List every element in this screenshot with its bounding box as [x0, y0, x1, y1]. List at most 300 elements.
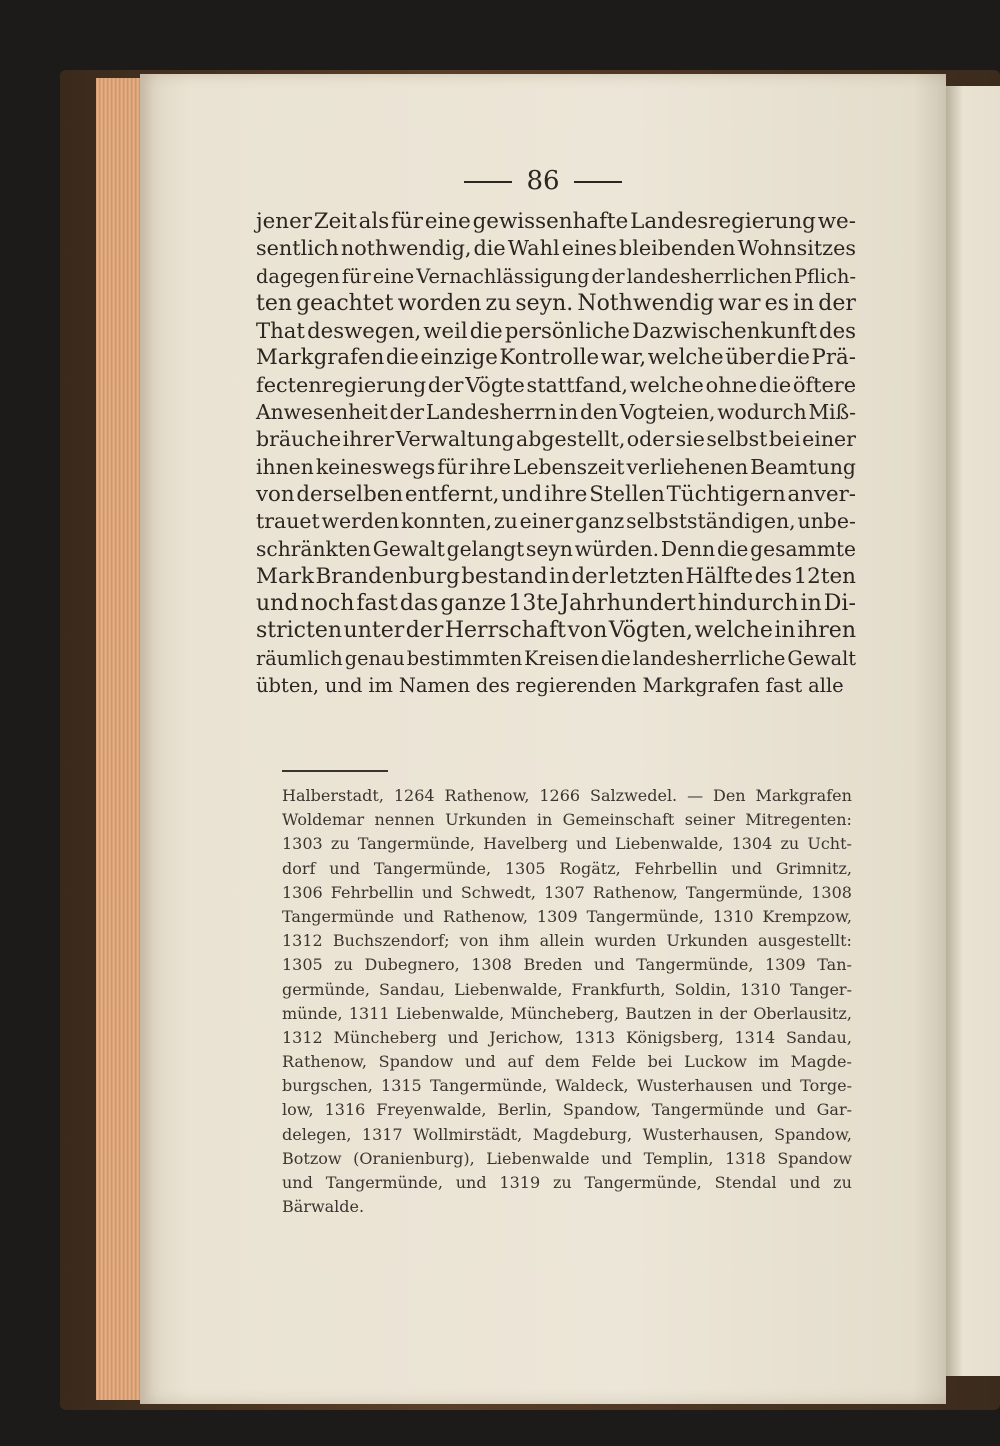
- word: bestand: [461, 563, 548, 589]
- word: fectenregierung: [256, 372, 427, 397]
- word: bleibenden: [618, 236, 736, 261]
- word: Templin,: [643, 1148, 714, 1168]
- word: einer: [802, 427, 856, 452]
- word: weil: [423, 318, 468, 344]
- header-dash-right: [574, 181, 622, 183]
- word: landesherrliche: [632, 646, 786, 670]
- word: Freyenwalde,: [376, 1100, 487, 1120]
- text-line: [256, 263, 856, 290]
- word: Wollmirstädt,: [413, 1124, 523, 1144]
- word: schränkten: [256, 536, 371, 561]
- word: 1304: [731, 834, 773, 854]
- word: Tanger-: [789, 979, 852, 999]
- word: Liebenwalde,: [615, 834, 724, 854]
- word: abgestellt,: [515, 427, 626, 452]
- word: von: [256, 481, 295, 507]
- word: zu: [833, 1173, 852, 1192]
- word: Gemeinschaft: [562, 810, 675, 830]
- word: eines: [561, 236, 617, 261]
- word: war: [718, 290, 761, 316]
- text-line: [256, 208, 856, 235]
- word: Spandow,: [774, 1124, 852, 1144]
- word: in: [549, 563, 570, 589]
- word: bei: [768, 427, 801, 452]
- word: Miß-: [808, 400, 856, 425]
- word: die: [716, 536, 749, 561]
- word: persönliche: [504, 318, 630, 344]
- word: —: [687, 786, 704, 805]
- word: Denn: [660, 536, 716, 561]
- word: letzten: [609, 563, 685, 589]
- word: von: [459, 931, 489, 951]
- word: ihren: [797, 618, 856, 644]
- word: delegen,: [282, 1124, 352, 1144]
- word: Gewalt: [787, 646, 856, 670]
- word: 1310: [740, 979, 781, 999]
- facing-page-edge: [944, 86, 1000, 1376]
- word: für: [341, 264, 371, 288]
- text-line: [256, 399, 856, 426]
- word: und: [761, 1076, 792, 1096]
- footnote-line: [282, 808, 852, 832]
- word: Breden: [523, 955, 583, 975]
- word: der: [427, 372, 464, 397]
- word: und: [731, 858, 763, 878]
- footnote-line: [282, 1098, 852, 1122]
- word: der: [591, 264, 625, 288]
- word: noch: [300, 591, 355, 617]
- word: stricten: [256, 618, 343, 644]
- word: Magde-: [790, 1052, 852, 1072]
- word: welche: [694, 618, 773, 644]
- word: Halberstadt,: [282, 786, 384, 805]
- footnote-line: [282, 832, 852, 856]
- word: seiner: [684, 810, 735, 830]
- word: der: [389, 400, 425, 425]
- word: ohne: [705, 372, 758, 397]
- word: in: [536, 810, 553, 830]
- word: Wahl: [507, 236, 560, 261]
- word: der: [719, 1003, 747, 1023]
- word: die: [776, 345, 810, 371]
- word: Waldeck,: [555, 1076, 629, 1096]
- word: Berlin,: [497, 1100, 552, 1120]
- word: als: [358, 209, 390, 234]
- text-line: [256, 617, 856, 644]
- text-line: [256, 454, 856, 481]
- word: landesherrlichen: [626, 264, 793, 288]
- text-line: [256, 372, 856, 399]
- word: Dazwischenkunft: [632, 318, 817, 344]
- word: Torge-: [800, 1076, 852, 1096]
- word: Sandau,: [785, 1027, 852, 1047]
- text-line: [256, 344, 856, 371]
- word: 1314: [734, 1027, 776, 1047]
- word: low,: [282, 1100, 314, 1120]
- word: Nothwendig: [577, 290, 715, 316]
- word: und: [421, 882, 453, 902]
- footnote-line: [282, 978, 852, 1002]
- word: hindurch: [697, 591, 799, 617]
- footnote-line: [282, 1074, 852, 1098]
- word: dem: [544, 1052, 580, 1072]
- word: 1309: [764, 955, 806, 975]
- word: ihre: [544, 481, 588, 507]
- word: zu: [780, 834, 800, 854]
- word: konnten,: [401, 509, 493, 534]
- page-edges: [96, 78, 144, 1400]
- word: burgschen,: [282, 1076, 373, 1096]
- word: Müncheberg: [333, 1027, 437, 1047]
- text-line: [256, 672, 856, 699]
- word: gesammte: [750, 536, 856, 561]
- word: nennen: [374, 810, 435, 830]
- word: der: [818, 290, 856, 316]
- footnote-line: [282, 1026, 852, 1050]
- word: 1308: [811, 882, 852, 902]
- word: Tangermünde,: [636, 955, 754, 975]
- word: 1312: [282, 931, 323, 951]
- word: einer: [519, 509, 574, 534]
- text-line: [256, 481, 856, 508]
- word: Markgrafen: [642, 674, 760, 698]
- word: unter: [343, 618, 405, 644]
- page-header: [140, 166, 946, 196]
- word: oder: [626, 427, 675, 452]
- word: eine: [372, 264, 415, 288]
- word: es: [764, 290, 789, 316]
- word: des: [819, 318, 856, 344]
- footnote-line: [282, 1002, 852, 1026]
- word: Zeit: [313, 209, 357, 234]
- word: und: [329, 858, 361, 878]
- word: Fehrbellin: [330, 882, 414, 902]
- text-line: [256, 508, 856, 535]
- word: Gewalt: [372, 536, 445, 561]
- word: über: [725, 345, 776, 371]
- word: (Oranienburg),: [353, 1148, 475, 1168]
- word: auf: [507, 1052, 534, 1072]
- word: Hälfte: [685, 563, 754, 589]
- word: die: [385, 345, 419, 371]
- word: ihnen: [256, 454, 314, 479]
- word: ihrer: [342, 427, 395, 452]
- word: und: [464, 1052, 496, 1072]
- word: verliehenen: [626, 454, 749, 479]
- footnote-line: [282, 784, 852, 808]
- word: Buchszendorf;: [332, 931, 450, 951]
- word: Felde: [591, 1052, 636, 1072]
- word: Anwesenheit: [256, 400, 388, 425]
- word: Bärwalde.: [282, 1197, 365, 1217]
- word: ausgestellt:: [757, 931, 852, 951]
- word: seyn: [526, 536, 573, 561]
- word: wodurch: [717, 400, 807, 425]
- text-line: [256, 290, 856, 317]
- word: einzige: [420, 345, 498, 371]
- text-line: [256, 317, 856, 344]
- word: 13te: [508, 591, 559, 617]
- word: Schwedt,: [460, 882, 536, 902]
- word: Frankfurth,: [571, 979, 666, 999]
- word: Dubegnero,: [364, 955, 460, 975]
- text-line: [256, 563, 856, 590]
- word: werden: [321, 509, 400, 534]
- word: die: [469, 318, 503, 344]
- word: und: [774, 1100, 806, 1120]
- word: 1264: [393, 786, 435, 805]
- word: Ucht-: [807, 834, 852, 854]
- word: anver-: [787, 481, 856, 507]
- word: Namen: [398, 674, 471, 698]
- word: ihre: [469, 454, 511, 479]
- word: Rathenow,: [442, 906, 528, 926]
- word: in: [697, 1003, 714, 1023]
- word: gewissenhafte: [472, 209, 629, 234]
- footnote-line: [282, 1123, 852, 1147]
- word: im: [758, 1052, 779, 1072]
- word: 1309: [536, 906, 578, 926]
- word: stattfand,: [526, 372, 629, 397]
- word: für: [391, 209, 423, 234]
- word: die: [473, 236, 506, 261]
- word: Kontrolle: [499, 345, 600, 371]
- word: Di-: [823, 591, 856, 617]
- word: 12ten: [793, 563, 856, 589]
- word: 1318: [725, 1148, 766, 1168]
- word: geachtet: [296, 290, 394, 316]
- word: jener: [256, 209, 312, 234]
- word: ganze: [440, 591, 507, 617]
- word: Rathenow,: [444, 786, 530, 805]
- word: 1306: [282, 882, 323, 902]
- word: und: [447, 1027, 479, 1047]
- word: genau: [344, 646, 405, 670]
- text-line: [256, 536, 856, 563]
- word: und: [789, 1173, 821, 1192]
- footnote-line: [282, 857, 852, 881]
- text-line: [256, 645, 856, 672]
- text-line: [256, 590, 856, 617]
- word: fast: [356, 591, 398, 617]
- word: Vögten,: [608, 618, 693, 644]
- word: Herrschaft: [444, 618, 566, 644]
- word: und: [501, 481, 543, 507]
- word: Beamtung: [750, 454, 856, 479]
- word: ihm: [498, 931, 530, 951]
- word: entfernt,: [404, 481, 500, 507]
- word: und: [282, 1173, 313, 1192]
- word: welche: [647, 345, 724, 371]
- word: im: [368, 674, 394, 698]
- word: für: [437, 454, 468, 479]
- word: Luckow: [684, 1052, 747, 1072]
- word: Lebenszeit: [512, 454, 625, 479]
- word: bei: [647, 1052, 673, 1072]
- main-text: [256, 208, 856, 699]
- word: war,: [600, 345, 647, 371]
- word: Müncheberg,: [510, 1003, 619, 1023]
- footnote-line: [282, 881, 852, 905]
- footnote-line: [282, 1050, 852, 1074]
- word: trauet: [256, 509, 320, 534]
- word: bestimmten: [406, 646, 523, 670]
- word: Prä-: [811, 345, 856, 371]
- word: Verwaltung: [395, 427, 515, 452]
- word: 1315: [381, 1076, 422, 1096]
- footnote-line: [282, 1171, 852, 1195]
- word: und: [601, 1148, 632, 1168]
- word: Markgrafen: [755, 786, 852, 805]
- word: zu: [493, 509, 518, 534]
- word: allein: [539, 931, 585, 951]
- word: nothwendig,: [340, 236, 472, 261]
- word: bräuche: [256, 427, 342, 452]
- word: Krempzow,: [762, 906, 852, 926]
- word: derselben: [296, 481, 404, 507]
- word: we-: [817, 209, 856, 234]
- word: 1317: [361, 1124, 403, 1144]
- word: Landesherrn: [425, 400, 557, 425]
- header-dash-left: [464, 181, 512, 183]
- word: übten,: [256, 674, 320, 698]
- word: der: [405, 618, 444, 644]
- word: Fehrbellin: [634, 858, 718, 878]
- word: Wohnsitzes: [737, 236, 856, 261]
- word: in: [800, 591, 822, 617]
- word: welche: [629, 372, 704, 397]
- word: des: [754, 563, 793, 589]
- word: ganz: [575, 509, 625, 534]
- word: Tangermünde,: [584, 1173, 702, 1192]
- word: keineswegs: [315, 454, 436, 479]
- word: Jerichow,: [489, 1027, 564, 1047]
- word: Bautzen: [625, 1003, 692, 1023]
- word: den: [580, 400, 618, 425]
- word: sie: [675, 427, 705, 452]
- word: Tangermünde,: [429, 1076, 548, 1096]
- word: Sandau,: [379, 979, 445, 999]
- word: worden: [397, 290, 482, 316]
- word: Salzwedel.: [590, 786, 678, 805]
- word: Landesregierung: [630, 209, 816, 234]
- word: Liebenwalde: [486, 1148, 590, 1168]
- footnote-line: [282, 905, 852, 929]
- word: Jahrhundert: [560, 591, 696, 617]
- word: 1312: [282, 1027, 323, 1047]
- word: 1316: [324, 1100, 366, 1120]
- word: Stellen: [589, 481, 665, 507]
- word: zu: [330, 834, 350, 854]
- word: Tangermünde,: [586, 906, 704, 926]
- word: des: [475, 674, 510, 698]
- word: Botzow: [282, 1148, 342, 1168]
- word: eine: [424, 209, 471, 234]
- word: Urkunden: [666, 931, 748, 951]
- footnote-line: [282, 1147, 852, 1171]
- footnote-line: [282, 1195, 852, 1219]
- word: Vogteien,: [619, 400, 716, 425]
- word: 1305: [282, 955, 323, 975]
- footnote-line: [282, 953, 852, 977]
- text-line: [256, 426, 856, 453]
- word: in: [558, 400, 579, 425]
- word: 1266: [539, 786, 581, 805]
- word: 1310: [712, 906, 754, 926]
- word: und: [593, 955, 625, 975]
- word: ten: [256, 290, 293, 316]
- word: Liebenwalde,: [454, 979, 563, 999]
- word: öftere: [792, 372, 856, 397]
- word: Tangermünde: [282, 906, 395, 926]
- word: wurden: [594, 931, 657, 951]
- word: Spandow: [777, 1148, 852, 1168]
- word: Den: [712, 786, 746, 805]
- word: das: [399, 591, 439, 617]
- word: dagegen: [256, 264, 340, 288]
- word: der: [571, 563, 608, 589]
- word: Vögte: [465, 372, 525, 397]
- word: unbe-: [797, 509, 856, 534]
- word: 1305: [504, 858, 546, 878]
- word: räumlich: [256, 646, 343, 670]
- footnote-line: [282, 929, 852, 953]
- word: Tüchtigern: [666, 481, 786, 507]
- word: Tangermünde,: [373, 858, 492, 878]
- word: die: [600, 646, 631, 670]
- word: zu: [552, 1173, 572, 1192]
- word: selbstständigen,: [626, 509, 796, 534]
- word: gelangt: [446, 536, 525, 561]
- word: Grimnitz,: [775, 858, 852, 878]
- word: und: [403, 906, 434, 926]
- word: Rathenow,: [592, 882, 678, 902]
- word: 1308: [471, 955, 512, 975]
- word: Mark: [256, 563, 314, 589]
- word: Tangermünde,: [357, 834, 475, 854]
- word: Soldin,: [674, 979, 732, 999]
- word: und: [256, 591, 299, 617]
- word: zu: [485, 290, 512, 316]
- word: dorf: [282, 858, 316, 878]
- word: in: [774, 618, 796, 644]
- word: Tan-: [817, 955, 852, 975]
- word: fast: [765, 674, 803, 698]
- word: Gar-: [816, 1100, 852, 1120]
- word: germünde,: [282, 979, 370, 999]
- word: 1303: [282, 834, 323, 854]
- word: Königsberg,: [625, 1027, 724, 1047]
- word: regierenden: [515, 674, 637, 698]
- word: Mitregenten:: [745, 810, 852, 830]
- footnote-rule: [282, 770, 388, 772]
- word: Vernachlässigung: [416, 264, 590, 288]
- word: Tangermünde,: [685, 882, 804, 902]
- word: That: [256, 318, 305, 344]
- word: alle: [808, 674, 844, 698]
- text-line: [256, 235, 856, 262]
- word: sentlich: [256, 236, 339, 261]
- word: Tangermünde,: [325, 1173, 443, 1192]
- word: Spandow: [378, 1052, 454, 1072]
- word: Markgrafen: [256, 345, 385, 371]
- word: Stendal: [714, 1173, 777, 1192]
- word: die: [758, 372, 792, 397]
- word: in: [793, 290, 815, 316]
- word: 1311: [348, 1003, 390, 1023]
- word: Rathenow,: [282, 1052, 367, 1072]
- page-number: 86: [526, 166, 560, 196]
